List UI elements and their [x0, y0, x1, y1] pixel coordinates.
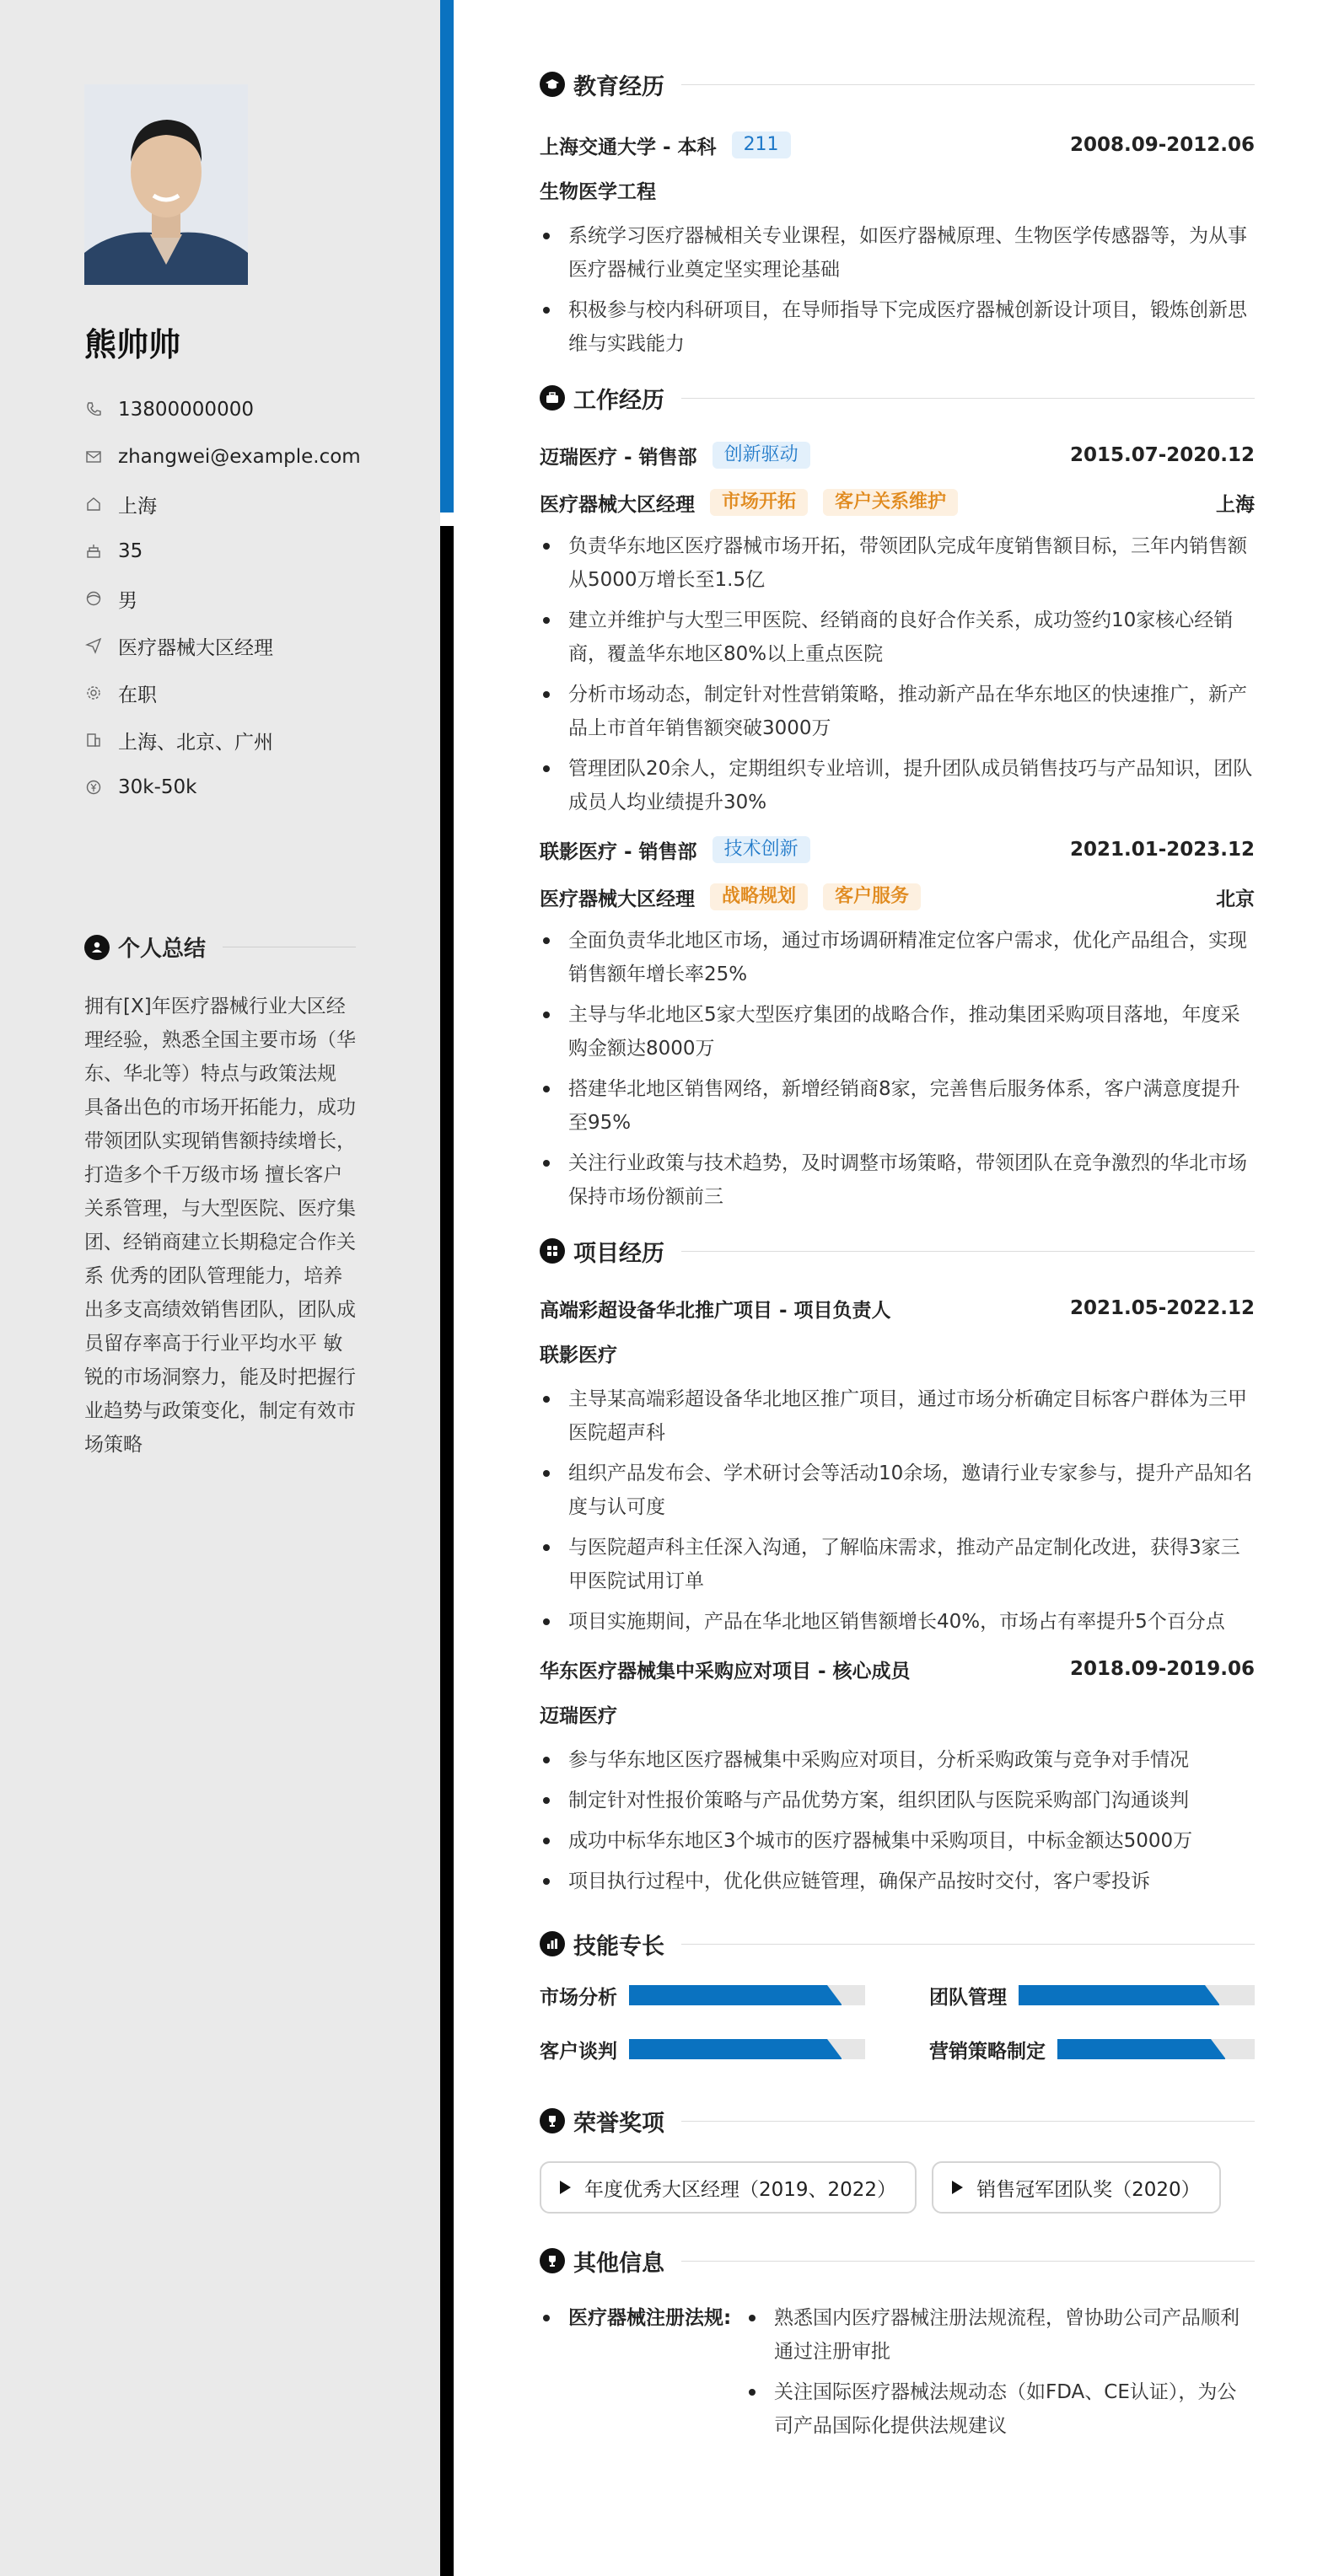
project-row	[540, 1285, 1255, 1332]
send-icon	[84, 636, 103, 655]
phone-icon	[84, 400, 103, 419]
list-item: 主导与华北地区5家大型医疗集团的战略合作，推动集团采购项目落地，年度采购金额达8000万	[540, 998, 1255, 1065]
list-item: 主导某高端彩超设备华北地区推广项目，通过市场分析确定目标客户群体为三甲医院超声科	[540, 1382, 1255, 1450]
skills-title: 技能专长	[573, 1933, 664, 1960]
main-content	[540, 62, 1255, 2450]
trophy-icon	[540, 2108, 565, 2133]
skill-bar-fill	[629, 2039, 842, 2059]
project-date: 2021.05-2022.12	[1069, 1297, 1255, 1319]
skill-item	[929, 2031, 1255, 2067]
email-row	[84, 433, 405, 480]
job-bullets	[540, 529, 1255, 819]
skill-bar	[1019, 1985, 1255, 2005]
list-item: 搭建华北地区销售网络，新增经销商8家，完善售后服务体系，客户满意度提升至95%	[540, 1072, 1255, 1140]
job-bullets	[540, 924, 1255, 1214]
target-cities-row	[84, 716, 405, 764]
divider	[681, 398, 1255, 399]
other-bullets	[745, 2301, 1255, 2450]
target-cities-text: 上海、北京、广州	[118, 731, 273, 754]
job-date: 2021.01-2023.12	[1069, 839, 1255, 861]
job-role-row	[540, 479, 1255, 526]
other-header	[540, 2239, 1255, 2283]
other-info	[540, 2301, 1255, 2450]
education-row	[540, 121, 1255, 169]
age-text: 35	[118, 540, 143, 562]
skill-item	[929, 1978, 1255, 2013]
project-org: 迈瑞医疗	[540, 1705, 617, 1727]
skills-grid	[540, 1978, 1255, 2067]
age-row	[84, 528, 405, 575]
building-icon	[84, 731, 103, 749]
phone-text[interactable]: 13800000000	[118, 399, 254, 421]
profile-photo	[84, 84, 248, 285]
salary-text: 30k-50k	[118, 776, 197, 798]
job-role: 医疗器械大区经理	[540, 888, 695, 910]
list-item: 组织产品发布会、学术研讨会等活动10余场，邀请行业专家参与，提升产品知名度与认可度	[540, 1457, 1255, 1524]
divider	[681, 2121, 1255, 2122]
awards-header	[540, 2099, 1255, 2143]
skills-header	[540, 1922, 1255, 1966]
mail-icon	[84, 448, 103, 466]
yuan-icon	[84, 778, 103, 797]
skill-name: 团队管理	[929, 1986, 1007, 2009]
project-bullets	[540, 1743, 1255, 1898]
user-icon	[84, 935, 110, 960]
skill-bar	[629, 2039, 865, 2059]
skill-bar-fill	[1057, 2039, 1225, 2059]
play-icon	[952, 2181, 963, 2194]
profile-name: 熊帅帅	[84, 326, 181, 363]
summary-text: 拥有[X]年医疗器械行业大区经理经验，熟悉全国主要市场（华东、华北等）特点与政策法规 具备出色的市场开拓能力，成功带领团队实现销售额持续增长，打造多个千万级市场 擅长客户关系管理，与大型医院、医疗集团、经销商建立长期稳定合作关系 优秀的团队管理能力，培养出多支高绩效销售团队，团队成员留存率高于行业平均水平 敏锐的市场洞察力，能及时把握行业趋势与政策变化，制定有效市场策略	[84, 996, 356, 1456]
job-company-row	[540, 432, 1255, 479]
award-label: 年度优秀大区经理（2019、2022）	[584, 2178, 897, 2201]
status-text: 在职	[118, 684, 157, 706]
divider	[681, 84, 1255, 85]
job-company-row	[540, 826, 1255, 873]
job-skill-tag: 市场开拓	[710, 489, 808, 516]
projects-header	[540, 1229, 1255, 1273]
job-location: 北京	[1216, 888, 1255, 910]
grid-icon	[540, 1238, 565, 1264]
skill-bar	[629, 1985, 865, 2005]
email-text[interactable]: zhangwei@example.com	[118, 446, 361, 468]
city-text: 上海	[118, 495, 157, 518]
job-date: 2015.07-2020.12	[1069, 444, 1255, 466]
job-entry	[540, 826, 1255, 1214]
skill-bar-fill	[629, 1985, 842, 2005]
job-role-row	[540, 873, 1255, 920]
list-item: 管理团队20余人，定期组织专业培训，提升团队成员销售技巧与产品知识，团队成员人均业绩提升30%	[540, 752, 1255, 819]
position-row	[84, 622, 405, 669]
job-entry	[540, 432, 1255, 819]
project-date: 2018.09-2019.06	[1069, 1658, 1255, 1680]
other-title: 其他信息	[573, 2250, 664, 2277]
skill-item	[540, 1978, 865, 2013]
education-major: 生物医学工程	[540, 181, 656, 203]
skill-item	[540, 2031, 865, 2067]
award-chip	[932, 2161, 1221, 2214]
list-item: 分析市场动态，制定针对性营销策略，推动新产品在华东地区的快速推广，新产品上市首年销售额突破3000万	[540, 678, 1255, 745]
education-date: 2008.09-2012.06	[1069, 134, 1255, 156]
award-label: 销售冠军团队奖（2020）	[976, 2178, 1201, 2201]
list-item: 系统学习医疗器械相关专业课程，如医疗器械原理、生物医学传感器等，为从事医疗器械行业奠定坚实理论基础	[540, 219, 1255, 287]
list-item: 关注行业政策与技术趋势，及时调整市场策略，带领团队在竞争激烈的华北市场保持市场份额前三	[540, 1146, 1255, 1214]
list-item: 积极参与校内科研项目，在导师指导下完成医疗器械创新设计项目，锻炼创新思维与实践能力	[540, 293, 1255, 361]
position-text: 医疗器械大区经理	[118, 636, 273, 659]
list-item: 负责华东地区医疗器械市场开拓，带领团队完成年度销售额目标，三年内销售额从5000万增长至1.5亿	[540, 529, 1255, 597]
cake-icon	[84, 542, 103, 561]
school-tag: 211	[732, 131, 791, 158]
list-item: 参与华东地区医疗器械集中采购应对项目，分析采购政策与竞争对手情况	[540, 1743, 1255, 1777]
project-bullets	[540, 1382, 1255, 1639]
project-entry	[540, 1645, 1255, 1898]
gender-row	[84, 575, 405, 622]
skill-name: 营销策略制定	[929, 2040, 1046, 2063]
summary-title: 个人总结	[118, 936, 207, 962]
skill-bar	[1057, 2039, 1255, 2059]
job-skill-tag: 客户服务	[823, 883, 921, 910]
job-company: 联影医疗 - 销售部	[540, 840, 697, 863]
project-entry	[540, 1285, 1255, 1639]
contact-info	[84, 386, 405, 811]
divider-bar	[440, 526, 454, 2576]
list-item: 熟悉国内医疗器械注册法规流程，曾协助公司产品顺利通过注册审批	[745, 2301, 1255, 2369]
skill-name: 市场分析	[540, 1986, 617, 2009]
divider	[681, 2261, 1255, 2262]
project-name: 华东医疗器械集中采购应对项目 - 核心成员	[540, 1660, 911, 1682]
work-title: 工作经历	[573, 387, 664, 414]
list-item: 全面负责华北地区市场，通过市场调研精准定位客户需求，优化产品组合，实现销售额年增长率25%	[540, 924, 1255, 991]
job-tag: 创新驱动	[713, 442, 810, 469]
job-skill-tag: 战略规划	[710, 883, 808, 910]
awards-title: 荣誉奖项	[573, 2110, 664, 2137]
city-row	[84, 480, 405, 528]
job-skill-tag: 客户关系维护	[823, 489, 958, 516]
project-row	[540, 1645, 1255, 1693]
education-title: 教育经历	[573, 73, 664, 100]
projects-title: 项目经历	[573, 1240, 664, 1267]
list-item: 制定针对性报价策略与产品优势方案，组织团队与医院采购部门沟通谈判	[540, 1784, 1255, 1817]
chart-icon	[540, 1931, 565, 1956]
summary-header	[84, 931, 356, 963]
job-role: 医疗器械大区经理	[540, 493, 695, 516]
award-chip	[540, 2161, 917, 2214]
education-header	[540, 62, 1255, 106]
list-item: 与医院超声科主任深入沟通，了解临床需求，推动产品定制化改进，获得3家三甲医院试用订单	[540, 1531, 1255, 1598]
job-tag: 技术创新	[713, 836, 810, 863]
gear-icon	[84, 684, 103, 702]
gender-text: 男	[118, 589, 137, 612]
skill-bar-fill	[1019, 1985, 1219, 2005]
phone-row	[84, 386, 405, 433]
status-row	[84, 669, 405, 716]
list-item: 成功中标华东地区3个城市的医疗器械集中采购项目，中标金额达5000万	[540, 1824, 1255, 1858]
list-item: 建立并维护与大型三甲医院、经销商的良好合作关系，成功签约10家核心经销商，覆盖华东地区80%以上重点医院	[540, 604, 1255, 671]
other-key: 医疗器械注册法规:	[540, 2301, 745, 2450]
list-item: 项目实施期间，产品在华北地区销售额增长40%，市场占有率提升5个百分点	[540, 1605, 1255, 1639]
project-org: 联影医疗	[540, 1344, 617, 1366]
job-company: 迈瑞医疗 - 销售部	[540, 446, 697, 469]
salary-row	[84, 764, 405, 811]
list-item: 项目执行过程中，优化供应链管理，确保产品按时交付，客户零投诉	[540, 1865, 1255, 1898]
list-item: 关注国际医疗器械法规动态（如FDA、CE认证），为公司产品国际化提供法规建议	[745, 2375, 1255, 2443]
home-icon	[84, 495, 103, 513]
work-header	[540, 376, 1255, 420]
play-icon	[560, 2181, 571, 2194]
info-icon	[540, 2248, 565, 2273]
briefcase-icon	[540, 385, 565, 411]
person-icon	[84, 589, 103, 608]
divider	[681, 1251, 1255, 1252]
school-name: 上海交通大学 - 本科	[540, 136, 717, 158]
education-bullets	[540, 219, 1255, 361]
project-name: 高端彩超设备华北推广项目 - 项目负责人	[540, 1299, 891, 1322]
graduation-cap-icon	[540, 72, 565, 97]
skill-name: 客户谈判	[540, 2040, 617, 2063]
accent-bar	[440, 0, 454, 513]
divider	[681, 1944, 1255, 1945]
awards-list	[540, 2161, 1255, 2214]
job-location: 上海	[1216, 493, 1255, 516]
